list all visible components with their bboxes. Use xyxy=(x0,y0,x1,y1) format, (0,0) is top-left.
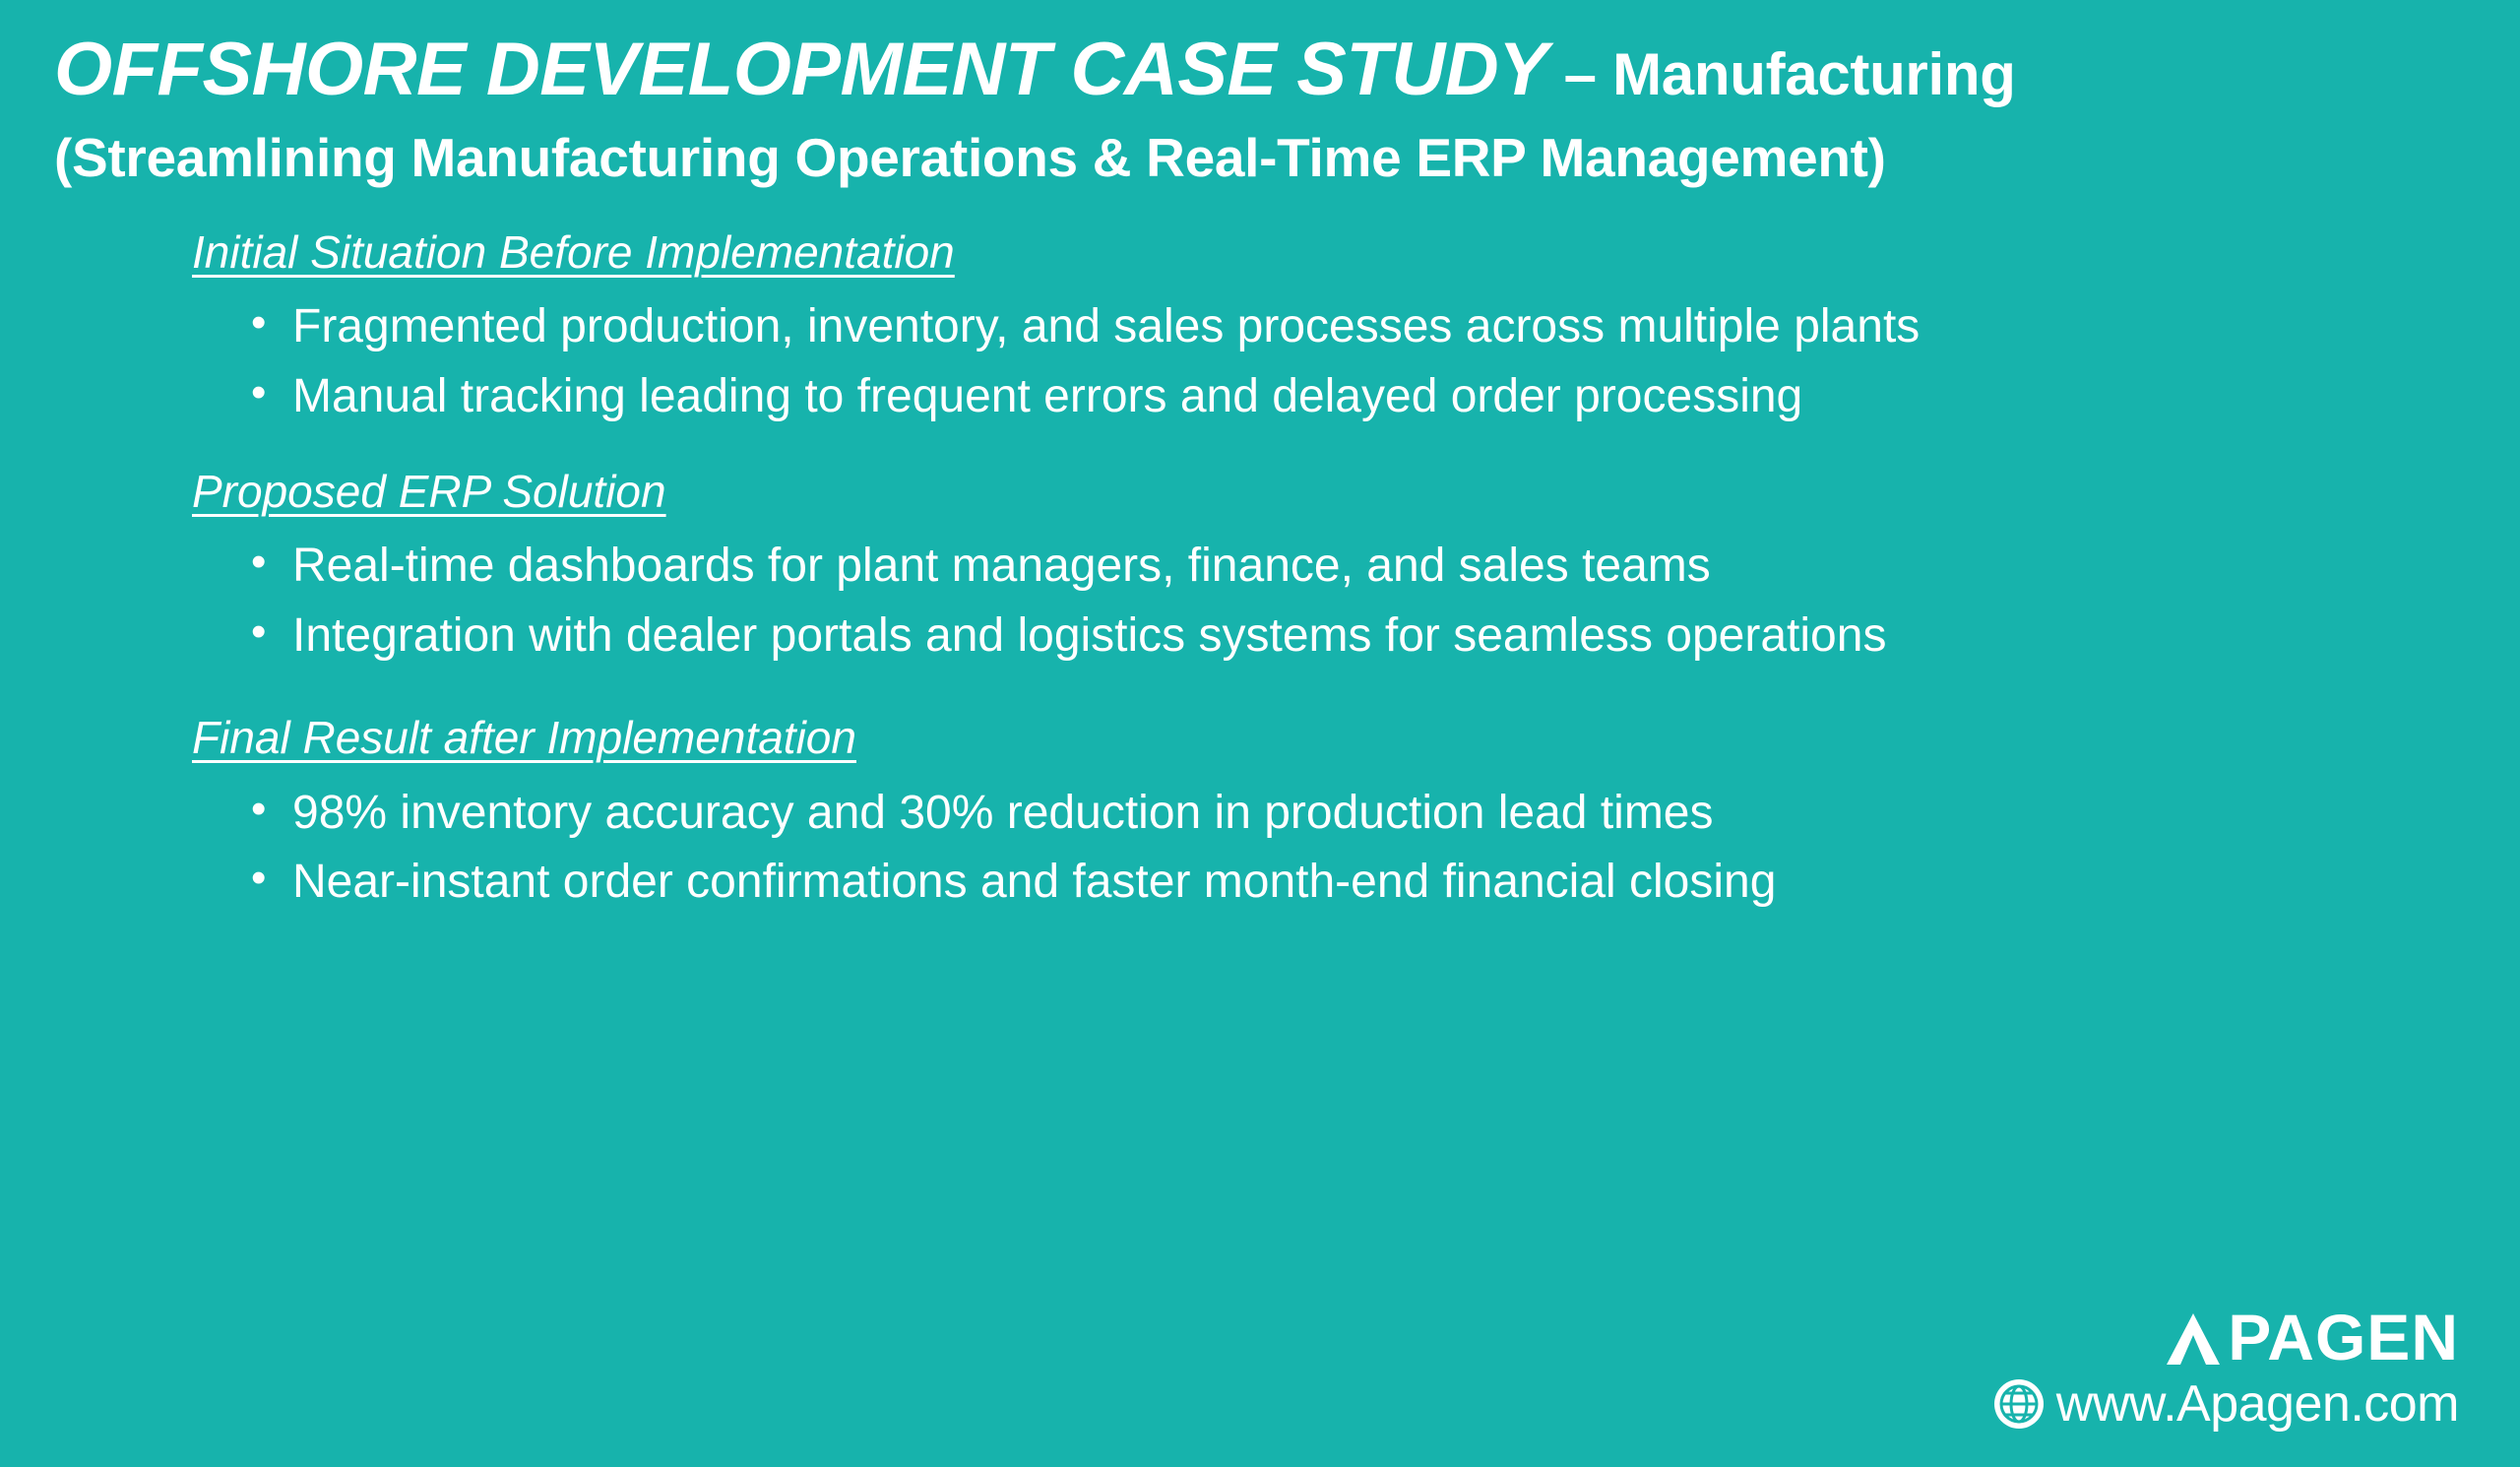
list-item: • 98% inventory accuracy and 30% reduction in production lead times xyxy=(251,782,2466,846)
list-item: • Fragmented production, inventory, and sales processes across multiple plants xyxy=(251,295,2466,359)
page-title xyxy=(54,30,2466,110)
title-main-text: OFFSHORE DEVELOPMENT CASE STUDY xyxy=(54,28,1548,111)
page-subtitle: (Streamlining Manufacturing Operations & Real-Time ERP Management) xyxy=(54,127,1886,189)
brand-logo xyxy=(1993,1301,2459,1374)
brand-name xyxy=(2228,1301,2459,1374)
list-item: • Manual tracking leading to frequent errors and delayed order processing xyxy=(251,365,2466,429)
section-final-result xyxy=(192,711,2466,915)
globe-icon xyxy=(1993,1378,2045,1430)
brand-name-first-letter: PAGEN xyxy=(2228,1301,2459,1374)
brand-footer xyxy=(1993,1301,2459,1434)
section-initial-situation xyxy=(192,225,2466,429)
brand-website-text[interactable]: www.Apagen.com xyxy=(2055,1375,2459,1433)
section-heading: Final Result after Implementation xyxy=(192,712,856,764)
content-body xyxy=(54,225,2466,915)
section-heading: Initial Situation Before Implementation xyxy=(192,225,955,278)
list-item: • Real-time dashboards for plant managers, finance, and sales teams xyxy=(251,535,2466,599)
apagen-triangle-logo-icon xyxy=(2163,1308,2224,1369)
bullet-list xyxy=(192,782,2466,916)
bullet-list xyxy=(192,295,2466,429)
section-proposed-solution xyxy=(192,465,2466,669)
list-item: • Integration with dealer portals and logistics systems for seamless operations xyxy=(251,605,2466,669)
brand-website-row[interactable] xyxy=(1993,1374,2459,1434)
list-item: • Near-instant order confirmations and faster month-end financial closing xyxy=(251,851,2466,915)
section-spacer xyxy=(192,673,2466,711)
bullet-list xyxy=(192,535,2466,669)
title-suffix-text: – Manufacturing xyxy=(1547,41,2016,107)
section-spacer xyxy=(192,435,2466,465)
section-heading: Proposed ERP Solution xyxy=(192,465,666,517)
